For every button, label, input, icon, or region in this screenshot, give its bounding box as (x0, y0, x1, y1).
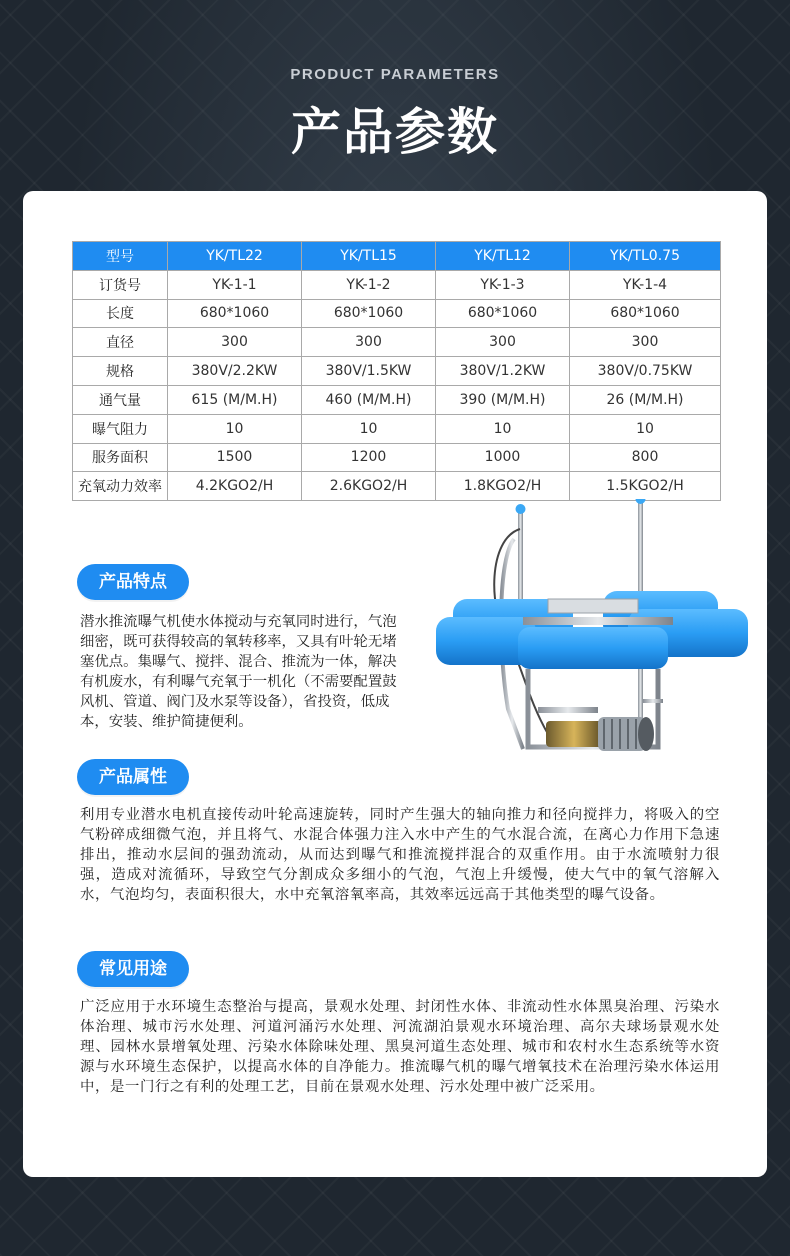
row-label: 通气量 (73, 385, 168, 414)
aerator-product-image (428, 499, 758, 789)
table-cell: YK-1-2 (302, 270, 436, 299)
table-cell: 615 (M/M.H) (168, 385, 302, 414)
table-cell: 380V/0.75KW (570, 357, 721, 386)
table-cell: 1500 (168, 443, 302, 472)
table-cell: 800 (570, 443, 721, 472)
table-header-cell: YK/TL15 (302, 242, 436, 271)
page-header (0, 0, 790, 190)
row-label: 直径 (73, 328, 168, 357)
table-cell: 4.2KGO2/H (168, 472, 302, 501)
table-cell: 300 (168, 328, 302, 357)
table-cell: 1.5KGO2/H (570, 472, 721, 501)
table-cell: 10 (436, 414, 570, 443)
table-cell: 1.8KGO2/H (436, 472, 570, 501)
attributes-text: 利用专业潜水电机直接传动叶轮高速旋转，同时产生强大的轴向推力和径向搅拌力，将吸入的空气粉碎成细微气泡，并且将气、水混合体强力注入水中产生的气水混合流，在离心力作用下急速排出，推动水层间的强劲流动，从而达到曝气和推流搅拌混合的双重作用。由于水流喷射力很强，造成对流循环，导致空气分割成众多细小的气泡，气泡上升缓慢，使大气中的氧气溶解入水，气泡均匀，表面积很大，水中充氧溶氧率高，其效率远远高于其他类型的曝气设备。 (80, 807, 720, 903)
parameters-table (72, 241, 721, 501)
table-cell: 10 (570, 414, 721, 443)
table-cell: 300 (570, 328, 721, 357)
table-cell: 460 (M/M.H) (302, 385, 436, 414)
table-cell: 680*1060 (302, 299, 436, 328)
content-card (23, 191, 767, 1177)
features-text: 潜水推流曝气机使水体搅动与充氧同时进行，气泡细密，既可获得较高的氧转移率，又具有叶轮无堵塞优点。集曝气、搅拌、混合、推流为一体，解决有机废水，有利曝气充氧于一机化（不需要配置鼓风机、管道、阀门及水泵等设备），省投资，低成本，安装、维护简捷便利。 (80, 614, 397, 730)
table-row (73, 385, 721, 414)
table-cell: 300 (436, 328, 570, 357)
row-label: 曝气阻力 (73, 414, 168, 443)
table-row (73, 472, 721, 501)
usage-label: 常见用途 (77, 951, 189, 987)
table-cell: 680*1060 (570, 299, 721, 328)
table-cell: YK-1-1 (168, 270, 302, 299)
table-cell: YK-1-3 (436, 270, 570, 299)
table-row (73, 357, 721, 386)
table-cell: 380V/2.2KW (168, 357, 302, 386)
row-label: 长度 (73, 299, 168, 328)
table-cell: 26 (M/M.H) (570, 385, 721, 414)
table-cell: 680*1060 (436, 299, 570, 328)
table-cell: 10 (168, 414, 302, 443)
row-label: 订货号 (73, 270, 168, 299)
table-cell: YK-1-4 (570, 270, 721, 299)
table-row (73, 443, 721, 472)
table-cell: 380V/1.5KW (302, 357, 436, 386)
table-cell: 380V/1.2KW (436, 357, 570, 386)
table-row (73, 270, 721, 299)
table-row (73, 414, 721, 443)
page-title: 产品参数 (291, 103, 499, 161)
table-cell: 680*1060 (168, 299, 302, 328)
table-cell: 10 (302, 414, 436, 443)
row-label: 服务面积 (73, 443, 168, 472)
section-subtitle: PRODUCT PARAMETERS (290, 66, 500, 83)
row-label: 充氧动力效率 (73, 472, 168, 501)
table-cell: 1000 (436, 443, 570, 472)
table-row (73, 328, 721, 357)
attributes-label: 产品属性 (77, 759, 189, 795)
row-label: 规格 (73, 357, 168, 386)
usage-text: 广泛应用于水环境生态整治与提高，景观水处理、封闭性水体、非流动性水体黑臭治理、污染水体治理、城市污水处理、河道河涌污水处理、河流湖泊景观水环境治理、高尔夫球场景观水处理、园林水景增氧处理、污染水体除味处理、黑臭河道生态处理、城市和农村水生态系统等水资源与水环境生态保护，以提高水体的自净能力。推流曝气机的曝气增氧技术在治理污染水体运用中，是一门行之有利的处理工艺，目前在景观水处理、污水处理中被广泛采用。 (80, 999, 720, 1095)
table-header-cell: 型号 (73, 242, 168, 271)
table-header-cell: YK/TL12 (436, 242, 570, 271)
table-header-cell: YK/TL22 (168, 242, 302, 271)
table-cell: 1200 (302, 443, 436, 472)
table-cell: 300 (302, 328, 436, 357)
table-cell: 2.6KGO2/H (302, 472, 436, 501)
table-cell: 390 (M/M.H) (436, 385, 570, 414)
features-label: 产品特点 (77, 564, 189, 600)
table-header-cell: YK/TL0.75 (570, 242, 721, 271)
table-row (73, 299, 721, 328)
table-header-row (73, 242, 721, 271)
